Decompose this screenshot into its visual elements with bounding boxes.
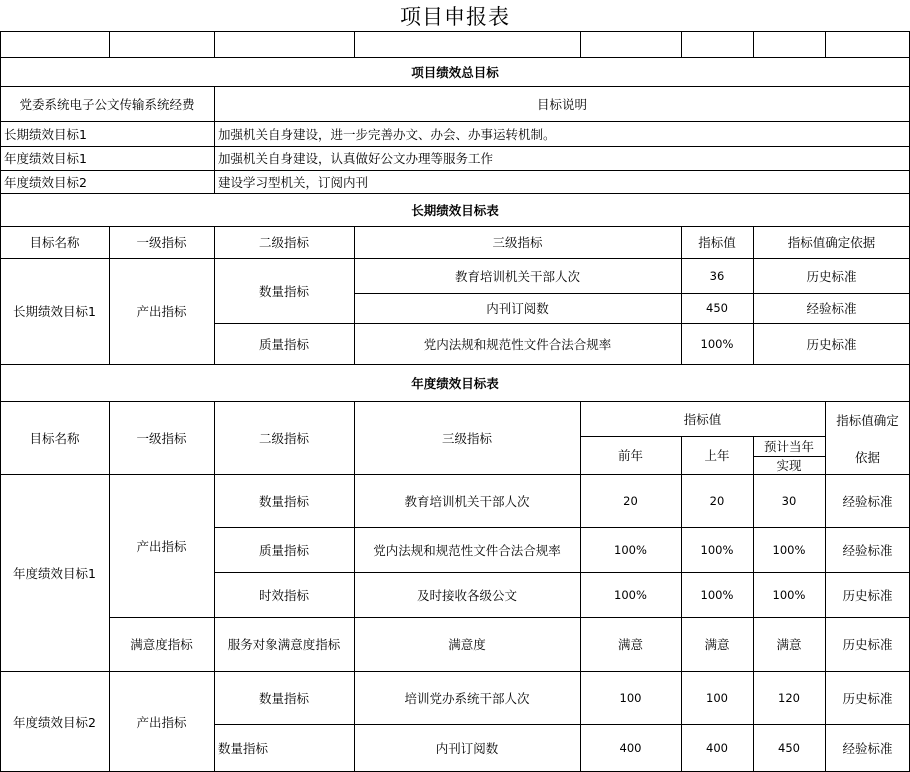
annual-expected: 100% — [772, 587, 806, 602]
long-term-level2: 数量指标 — [258, 283, 309, 299]
annual-last: 100 — [706, 690, 728, 705]
annual-last: 20 — [709, 493, 725, 508]
annual-level2: 时效指标 — [258, 587, 309, 603]
long-term-value: 36 — [709, 268, 725, 283]
summary-desc-header: 目标说明 — [536, 96, 587, 112]
long-term-value: 100% — [700, 336, 734, 351]
annual-basis: 历史标准 — [842, 587, 893, 603]
annual-level3: 及时接收各级公文 — [416, 587, 517, 603]
col-header-level3: 三级指标 — [492, 235, 543, 250]
col-header-basis: 依据 — [854, 449, 880, 465]
annual-prev: 20 — [623, 493, 638, 508]
summary-row-text: 加强机关自身建设，认真做好公文办理等服务工作 — [218, 151, 494, 166]
col-header-value: 指标值 — [683, 411, 722, 427]
summary-row-label: 年度绩效目标2 — [4, 174, 87, 190]
page-title: 项目申报表 — [400, 4, 510, 29]
long-term-value: 450 — [706, 301, 728, 315]
annual-last: 100% — [700, 542, 734, 557]
annual-level3: 教育培训机关干部人次 — [404, 493, 530, 509]
long-term-level3: 内刊订阅数 — [486, 301, 549, 316]
annual-goal: 年度绩效目标1 — [13, 565, 96, 581]
annual-expected: 满意 — [776, 637, 802, 652]
col-header-level2: 二级指标 — [258, 430, 309, 446]
col-header-prev-year: 前年 — [617, 448, 643, 463]
annual-basis: 历史标准 — [842, 637, 893, 652]
annual-prev: 100% — [614, 587, 647, 602]
annual-prev: 满意 — [617, 637, 643, 652]
annual-expected: 120 — [778, 690, 800, 705]
long-term-level3: 党内法规和规范性文件合法合规率 — [423, 336, 612, 352]
annual-level1: 产出指标 — [136, 714, 187, 730]
col-header-basis: 指标值确定依据 — [787, 235, 876, 250]
annual-level3: 满意度 — [448, 637, 486, 652]
annual-last: 满意 — [704, 637, 730, 652]
long-term-level2: 质量指标 — [258, 336, 309, 352]
summary-row-text: 建设学习型机关，订阅内刊 — [218, 174, 369, 190]
col-header-basis: 指标值确定 — [836, 413, 899, 428]
summary-header: 项目绩效总目标 — [411, 64, 499, 80]
annual-level2: 质量指标 — [258, 542, 309, 558]
annual-basis: 经验标准 — [842, 493, 893, 509]
annual-level1: 产出指标 — [136, 538, 187, 554]
summary-row-label: 长期绩效目标1 — [4, 126, 87, 142]
long-term-level1: 产出指标 — [136, 304, 187, 319]
annual-basis: 经验标准 — [842, 741, 893, 756]
project-name: 党委系统电子公文传输系统经费 — [19, 96, 195, 112]
annual-last: 400 — [706, 741, 728, 755]
annual-prev: 100% — [614, 542, 647, 557]
annual-header: 年度绩效目标表 — [411, 375, 499, 391]
col-header-level3: 三级指标 — [441, 430, 492, 446]
summary-row-text: 加强机关自身建设，进一步完善办文、办会、办事运转机制。 — [218, 126, 556, 142]
annual-level3: 培训党办系统干部人次 — [404, 690, 530, 706]
long-term-goal: 长期绩效目标1 — [13, 304, 96, 319]
annual-expected: 450 — [778, 741, 800, 755]
annual-prev: 100 — [619, 690, 642, 705]
long-term-header: 长期绩效目标表 — [411, 202, 499, 218]
annual-level2: 数量指标 — [258, 690, 309, 706]
annual-basis: 经验标准 — [842, 542, 893, 558]
col-header-level2: 二级指标 — [258, 235, 309, 250]
summary-row-label: 年度绩效目标1 — [4, 151, 87, 166]
annual-level2: 服务对象满意度指标 — [227, 637, 341, 652]
col-header-expected: 实现 — [776, 458, 802, 473]
annual-expected: 100% — [772, 542, 806, 557]
col-header-goal: 目标名称 — [29, 235, 80, 250]
col-header-goal: 目标名称 — [29, 430, 80, 446]
annual-level2: 数量指标 — [258, 493, 309, 509]
annual-level3: 党内法规和规范性文件合法合规率 — [373, 542, 561, 558]
col-header-level1: 一级指标 — [136, 235, 187, 250]
long-term-basis: 历史标准 — [806, 336, 857, 352]
long-term-basis: 经验标准 — [806, 301, 857, 316]
col-header-expected: 预计当年 — [763, 439, 814, 454]
annual-expected: 30 — [781, 493, 797, 508]
annual-last: 100% — [700, 587, 734, 602]
annual-level3: 内刊订阅数 — [435, 741, 499, 756]
col-header-last-year: 上年 — [704, 448, 730, 463]
annual-level2: 数量指标 — [218, 741, 269, 756]
col-header-value: 指标值 — [698, 235, 736, 250]
annual-prev: 400 — [619, 741, 642, 755]
annual-basis: 历史标准 — [842, 690, 893, 706]
annual-goal: 年度绩效目标2 — [13, 714, 96, 730]
long-term-level3: 教育培训机关干部人次 — [454, 268, 580, 284]
long-term-basis: 历史标准 — [806, 268, 857, 284]
col-header-level1: 一级指标 — [136, 430, 187, 446]
annual-level1: 满意度指标 — [130, 637, 193, 652]
